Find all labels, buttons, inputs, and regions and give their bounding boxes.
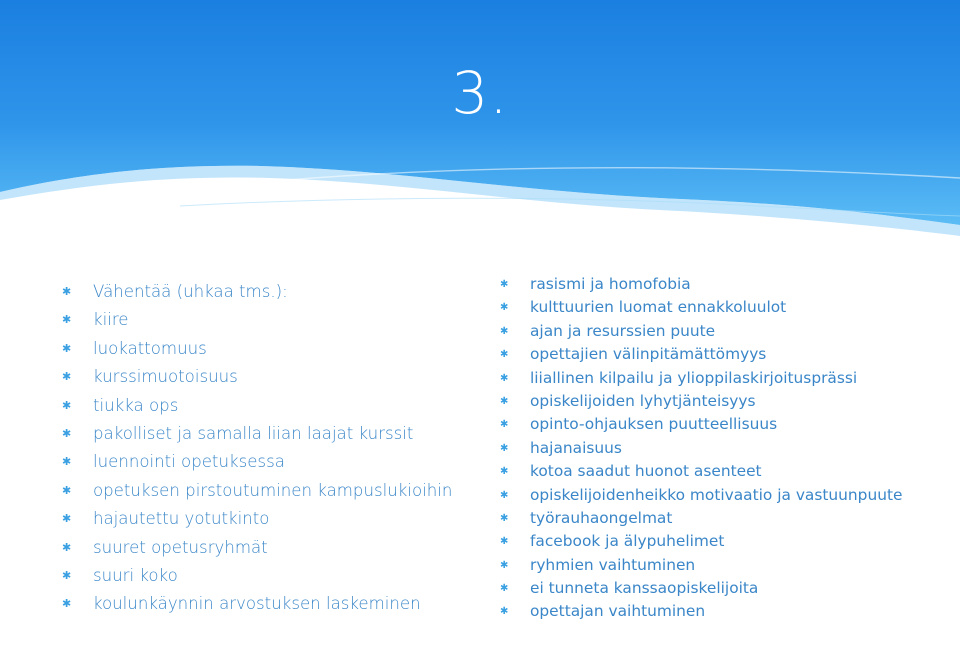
list-item <box>62 307 462 335</box>
list-item-text: hajanaisuus <box>530 438 622 457</box>
asterisk-icon: ✱ <box>62 455 72 469</box>
list-item <box>500 439 920 458</box>
list-item <box>62 421 462 449</box>
asterisk-icon: ✱ <box>500 349 509 361</box>
asterisk-icon: ✱ <box>62 313 72 327</box>
list-item <box>62 393 462 421</box>
list-item <box>500 322 920 341</box>
asterisk-icon: ✱ <box>62 285 72 298</box>
list-item <box>62 478 462 506</box>
list-item-text: Vähentää (uhkaa tms.): <box>93 282 288 301</box>
list-item-text: kulttuurien luomat ennakkoluulot <box>530 298 787 317</box>
list-item-text: suuret opetusryhmät <box>93 537 268 557</box>
asterisk-icon: ✱ <box>62 512 72 526</box>
list-item <box>62 535 462 563</box>
asterisk-icon: ✱ <box>500 395 509 407</box>
list-item <box>62 279 462 307</box>
list-item-text: kotoa saadut huonot asenteet <box>530 462 762 481</box>
list-item <box>500 532 920 551</box>
list-item <box>500 462 920 481</box>
slide-title: 3. <box>451 59 509 127</box>
list-item-text: liiallinen kilpailu ja ylioppilaskirjoitusprässi <box>530 368 858 387</box>
header-banner <box>0 0 960 260</box>
asterisk-icon: ✱ <box>62 370 72 384</box>
list-item <box>62 449 462 477</box>
left-bullet-list <box>62 279 462 620</box>
list-item-text: suuri koko <box>93 565 178 585</box>
asterisk-icon: ✱ <box>500 536 509 548</box>
list-item <box>62 364 462 392</box>
list-item-text: opinto-ohjauksen puutteellisuus <box>530 415 778 434</box>
list-item <box>62 591 462 619</box>
list-item-text: rasismi ja homofobia <box>530 275 691 293</box>
list-item <box>500 415 920 434</box>
right-bullet-list <box>500 275 920 626</box>
list-item <box>500 275 920 294</box>
asterisk-icon: ✱ <box>500 583 509 595</box>
list-item-text: luokattomuus <box>93 338 207 358</box>
list-item-text: opettajien välinpitämättömyys <box>530 345 767 364</box>
list-item-text: tiukka ops <box>93 395 179 415</box>
list-item <box>500 392 920 411</box>
asterisk-icon: ✱ <box>62 568 72 582</box>
list-item <box>62 506 462 534</box>
list-item-text: facebook ja älypuhelimet <box>530 532 725 551</box>
list-item <box>500 509 920 528</box>
list-item-text: opiskelijoiden lyhytjänteisyys <box>530 391 756 410</box>
asterisk-icon: ✱ <box>500 419 509 431</box>
asterisk-icon: ✱ <box>62 597 72 611</box>
asterisk-icon: ✱ <box>500 559 509 571</box>
list-item-text: opiskelijoidenheikko motivaatio ja vastuunpuute <box>530 485 903 504</box>
asterisk-icon: ✱ <box>62 540 72 554</box>
list-item <box>62 336 462 364</box>
asterisk-icon: ✱ <box>500 606 509 618</box>
list-item-text: ei tunneta kanssaopiskelijoita <box>530 579 759 598</box>
list-item <box>500 369 920 388</box>
list-item <box>500 486 920 505</box>
asterisk-icon: ✱ <box>500 489 509 501</box>
list-item-text: opetuksen pirstoutuminen kampuslukioihin <box>93 480 453 500</box>
list-item <box>500 602 920 621</box>
asterisk-icon: ✱ <box>500 325 509 337</box>
list-item <box>500 556 920 575</box>
asterisk-icon: ✱ <box>62 398 72 412</box>
asterisk-icon: ✱ <box>62 426 72 440</box>
list-item-text: pakolliset ja samalla liian laajat kurssit <box>93 423 414 443</box>
list-item <box>500 579 920 598</box>
list-item-text: opettajan vaihtuminen <box>530 602 706 621</box>
list-item <box>62 563 462 591</box>
list-item-text: kurssimuotoisuus <box>93 367 238 387</box>
asterisk-icon: ✱ <box>62 341 72 355</box>
asterisk-icon: ✱ <box>500 442 509 454</box>
list-item-text: ajan ja resurssien puute <box>530 321 716 340</box>
list-item-text: kiire <box>93 310 129 330</box>
asterisk-icon: ✱ <box>500 279 509 290</box>
list-item-text: koulunkäynnin arvostuksen laskeminen <box>93 594 421 614</box>
asterisk-icon: ✱ <box>500 372 509 384</box>
list-item <box>500 298 920 317</box>
list-item-text: ryhmien vaihtuminen <box>530 555 696 574</box>
asterisk-icon: ✱ <box>62 483 72 497</box>
list-item <box>500 345 920 364</box>
asterisk-icon: ✱ <box>500 302 509 314</box>
list-item-text: luennointi opetuksessa <box>93 452 285 472</box>
asterisk-icon: ✱ <box>500 512 509 524</box>
asterisk-icon: ✱ <box>500 466 509 478</box>
header-background <box>0 0 960 260</box>
list-item-text: työrauhaongelmat <box>530 508 673 527</box>
list-item-text: hajautettu yotutkinto <box>93 509 270 529</box>
